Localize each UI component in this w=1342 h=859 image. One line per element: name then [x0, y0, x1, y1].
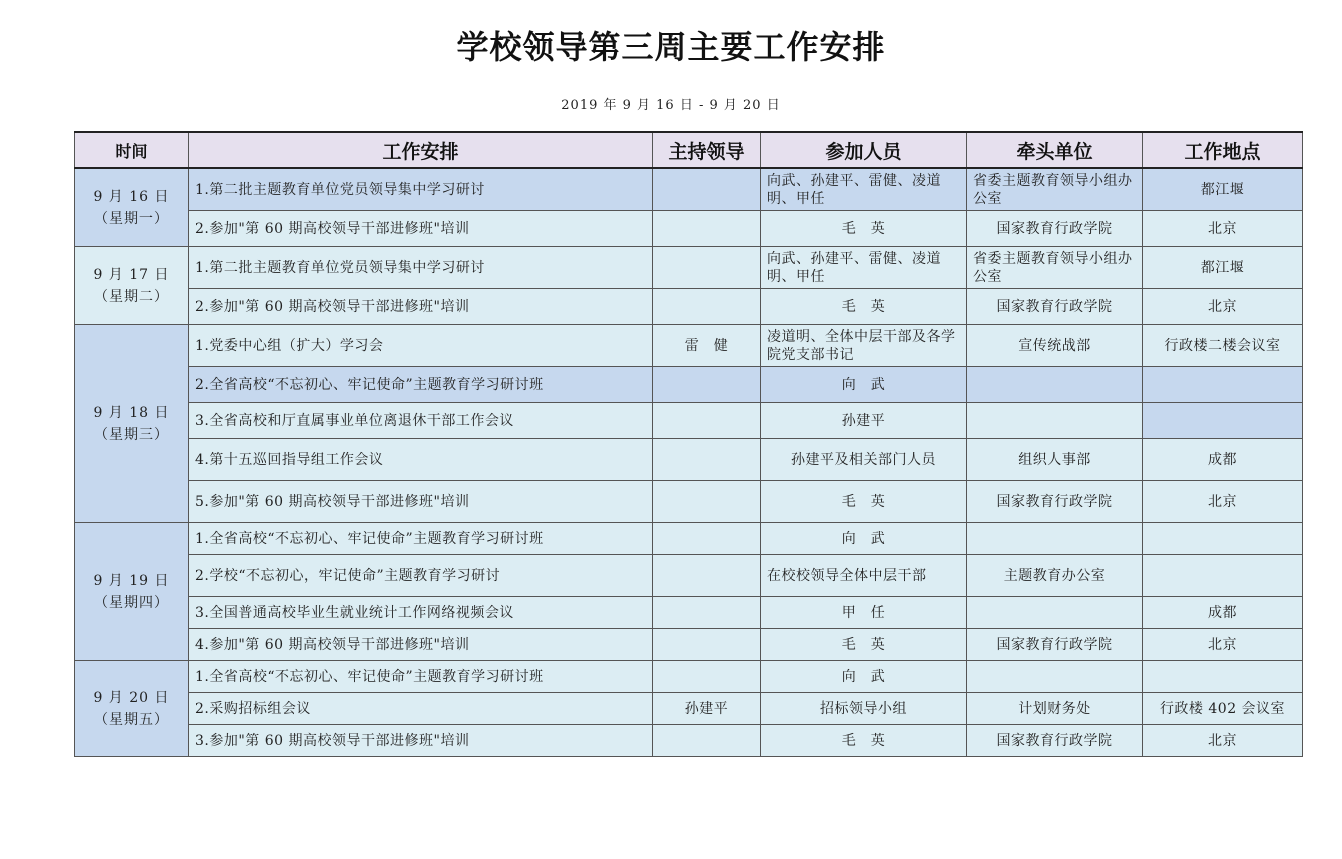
table-row	[75, 725, 1303, 757]
header-host: 主持领导	[653, 132, 761, 168]
host-cell	[653, 481, 761, 523]
location-cell	[1143, 403, 1303, 439]
host-cell	[653, 211, 761, 247]
participants-cell: 向 武	[761, 661, 967, 693]
task-cell: 1.第二批主题教育单位党员领导集中学习研讨	[189, 247, 653, 289]
participants-cell: 向武、孙建平、雷健、凌道明、甲任	[761, 168, 967, 211]
lead-unit-cell: 国家教育行政学院	[967, 725, 1143, 757]
host-cell	[653, 629, 761, 661]
lead-unit-cell	[967, 597, 1143, 629]
day-weekday: （星期二）	[94, 288, 169, 305]
participants-cell: 招标领导小组	[761, 693, 967, 725]
participants-cell: 毛 英	[761, 211, 967, 247]
task-cell: 3.全省高校和厅直属事业单位离退休干部工作会议	[189, 403, 653, 439]
table-row	[75, 403, 1303, 439]
header-time: 时间	[75, 132, 189, 168]
table-row	[75, 168, 1303, 211]
host-cell	[653, 523, 761, 555]
day-cell	[75, 168, 189, 247]
task-cell: 2.参加"第 60 期高校领导干部进修班"培训	[189, 211, 653, 247]
table-row	[75, 481, 1303, 523]
participants-cell: 向 武	[761, 367, 967, 403]
participants-cell: 毛 英	[761, 289, 967, 325]
day-date: 9 月 19 日	[93, 572, 170, 589]
lead-unit-cell: 国家教育行政学院	[967, 211, 1143, 247]
task-cell: 2.参加"第 60 期高校领导干部进修班"培训	[189, 289, 653, 325]
table-row	[75, 555, 1303, 597]
lead-unit-cell: 省委主题教育领导小组办公室	[967, 247, 1143, 289]
host-cell: 孙建平	[653, 693, 761, 725]
location-cell: 都江堰	[1143, 168, 1303, 211]
day-date: 9 月 18 日	[93, 404, 170, 421]
lead-unit-cell: 主题教育办公室	[967, 555, 1143, 597]
header-location: 工作地点	[1143, 132, 1303, 168]
lead-unit-cell: 国家教育行政学院	[967, 289, 1143, 325]
lead-unit-cell: 省委主题教育领导小组办公室	[967, 168, 1143, 211]
host-cell	[653, 289, 761, 325]
participants-cell: 向 武	[761, 523, 967, 555]
location-cell: 北京	[1143, 481, 1303, 523]
table-row	[75, 661, 1303, 693]
location-cell	[1143, 523, 1303, 555]
location-cell: 成都	[1143, 439, 1303, 481]
host-cell	[653, 168, 761, 211]
table-row	[75, 289, 1303, 325]
location-cell: 北京	[1143, 629, 1303, 661]
participants-cell: 孙建平	[761, 403, 967, 439]
header-participants: 参加人员	[761, 132, 967, 168]
day-cell	[75, 247, 189, 325]
table-row	[75, 523, 1303, 555]
task-cell: 2.采购招标组会议	[189, 693, 653, 725]
lead-unit-cell	[967, 367, 1143, 403]
location-cell: 北京	[1143, 725, 1303, 757]
host-cell	[653, 247, 761, 289]
table-row	[75, 247, 1303, 289]
table-row	[75, 693, 1303, 725]
task-cell: 1.全省高校“不忘初心、牢记使命”主题教育学习研讨班	[189, 661, 653, 693]
location-cell: 成都	[1143, 597, 1303, 629]
participants-cell: 孙建平及相关部门人员	[761, 439, 967, 481]
location-cell: 北京	[1143, 289, 1303, 325]
task-cell: 1.第二批主题教育单位党员领导集中学习研讨	[189, 168, 653, 211]
table-row	[75, 211, 1303, 247]
participants-cell: 在校校领导全体中层干部	[761, 555, 967, 597]
location-cell	[1143, 661, 1303, 693]
day-cell	[75, 523, 189, 661]
day-date: 9 月 17 日	[93, 266, 170, 283]
day-date: 9 月 20 日	[93, 689, 170, 706]
host-cell	[653, 597, 761, 629]
host-cell	[653, 661, 761, 693]
host-cell	[653, 367, 761, 403]
day-weekday: （星期一）	[94, 210, 169, 227]
task-cell: 3.参加"第 60 期高校领导干部进修班"培训	[189, 725, 653, 757]
task-cell: 4.参加"第 60 期高校领导干部进修班"培训	[189, 629, 653, 661]
lead-unit-cell	[967, 403, 1143, 439]
lead-unit-cell: 国家教育行政学院	[967, 629, 1143, 661]
day-cell	[75, 325, 189, 523]
header-task: 工作安排	[189, 132, 653, 168]
location-cell	[1143, 367, 1303, 403]
participants-cell: 毛 英	[761, 481, 967, 523]
day-weekday: （星期五）	[94, 711, 169, 728]
task-cell: 3.全国普通高校毕业生就业统计工作网络视频会议	[189, 597, 653, 629]
host-cell: 雷 健	[653, 325, 761, 367]
location-cell: 北京	[1143, 211, 1303, 247]
task-cell: 5.参加"第 60 期高校领导干部进修班"培训	[189, 481, 653, 523]
host-cell	[653, 439, 761, 481]
task-cell: 1.全省高校“不忘初心、牢记使命”主题教育学习研讨班	[189, 523, 653, 555]
lead-unit-cell: 国家教育行政学院	[967, 481, 1143, 523]
table-header-row	[75, 132, 1303, 168]
participants-cell: 凌道明、全体中层干部及各学院党支部书记	[761, 325, 967, 367]
host-cell	[653, 403, 761, 439]
participants-cell: 向武、孙建平、雷健、凌道明、甲任	[761, 247, 967, 289]
day-weekday: （星期四）	[94, 594, 169, 611]
task-cell: 4.第十五巡回指导组工作会议	[189, 439, 653, 481]
day-weekday: （星期三）	[94, 426, 169, 443]
lead-unit-cell: 组织人事部	[967, 439, 1143, 481]
table-row	[75, 597, 1303, 629]
lead-unit-cell	[967, 523, 1143, 555]
location-cell	[1143, 555, 1303, 597]
task-cell: 2.学校“不忘初心，牢记使命”主题教育学习研讨	[189, 555, 653, 597]
location-cell: 行政楼二楼会议室	[1143, 325, 1303, 367]
day-cell	[75, 661, 189, 757]
table-row	[75, 325, 1303, 367]
lead-unit-cell: 计划财务处	[967, 693, 1143, 725]
location-cell: 都江堰	[1143, 247, 1303, 289]
host-cell	[653, 725, 761, 757]
table-row	[75, 439, 1303, 481]
lead-unit-cell	[967, 661, 1143, 693]
lead-unit-cell: 宣传统战部	[967, 325, 1143, 367]
page-title: 学校领导第三周主要工作安排	[456, 28, 886, 66]
task-cell: 2.全省高校“不忘初心、牢记使命”主题教育学习研讨班	[189, 367, 653, 403]
participants-cell: 毛 英	[761, 725, 967, 757]
participants-cell: 甲 任	[761, 597, 967, 629]
header-lead-unit: 牵头单位	[967, 132, 1143, 168]
table-row	[75, 367, 1303, 403]
date-range-subtitle: 2019 年 9 月 16 日 - 9 月 20 日	[561, 98, 781, 113]
schedule-table	[74, 131, 1303, 757]
task-cell: 1.党委中心组（扩大）学习会	[189, 325, 653, 367]
location-cell: 行政楼 402 会议室	[1143, 693, 1303, 725]
host-cell	[653, 555, 761, 597]
day-date: 9 月 16 日	[93, 188, 170, 205]
table-row	[75, 629, 1303, 661]
participants-cell: 毛 英	[761, 629, 967, 661]
